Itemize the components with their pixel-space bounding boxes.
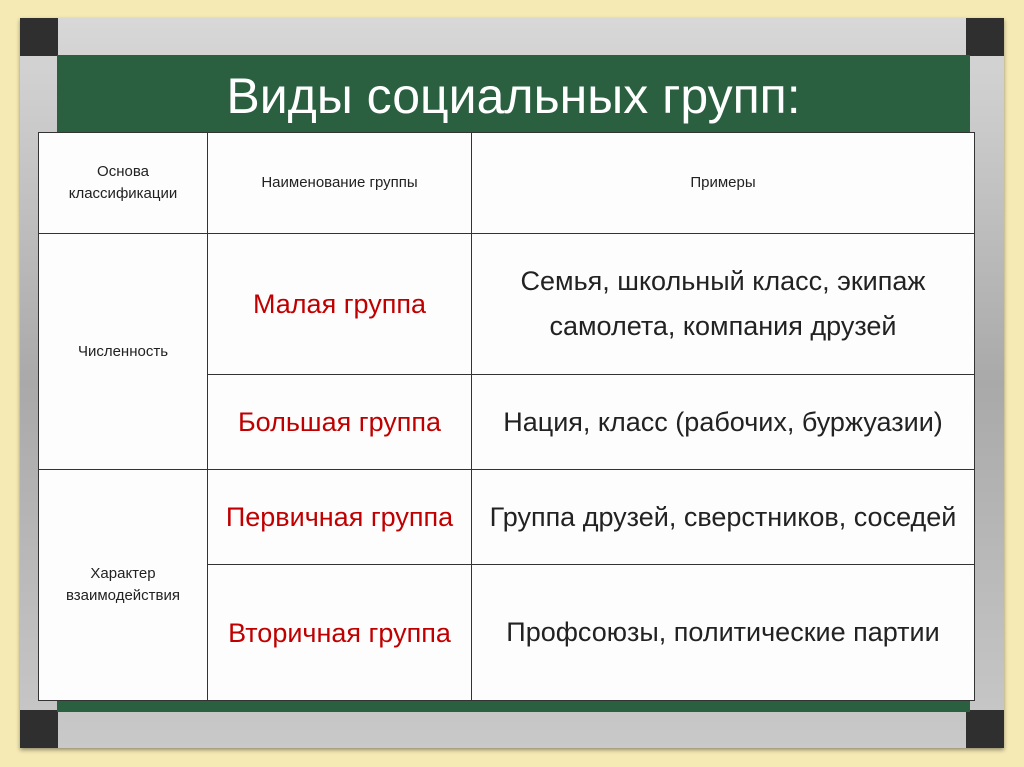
- table-header-row: [39, 133, 975, 234]
- group-name-cell: Большая группа: [208, 375, 472, 470]
- frame-corner: [20, 710, 58, 748]
- header-group-name: Наименование группы: [208, 133, 472, 234]
- social-groups-table: [38, 132, 975, 701]
- page-title: Виды социальных групп:: [226, 68, 801, 124]
- frame-corner: [20, 18, 58, 56]
- basis-cell: Численность: [39, 234, 208, 470]
- basis-cell: Характер взаимодействия: [39, 470, 208, 701]
- frame-corner: [966, 18, 1004, 56]
- group-name-cell: Первичная группа: [208, 470, 472, 565]
- group-name-cell: Вторичная группа: [208, 565, 472, 701]
- examples-cell: Профсоюзы, политические партии: [472, 565, 975, 701]
- table-row: [39, 470, 975, 565]
- header-examples: Примеры: [472, 133, 975, 234]
- frame-corner: [966, 710, 1004, 748]
- group-name-cell: Малая группа: [208, 234, 472, 375]
- table-row: [39, 234, 975, 375]
- examples-cell: Семья, школьный класс, экипаж самолета, компания друзей: [472, 234, 975, 375]
- header-basis: Основа классификации: [39, 133, 208, 234]
- examples-cell: Группа друзей, сверстников, соседей: [472, 470, 975, 565]
- examples-cell: Нация, класс (рабочих, буржуазии): [472, 375, 975, 470]
